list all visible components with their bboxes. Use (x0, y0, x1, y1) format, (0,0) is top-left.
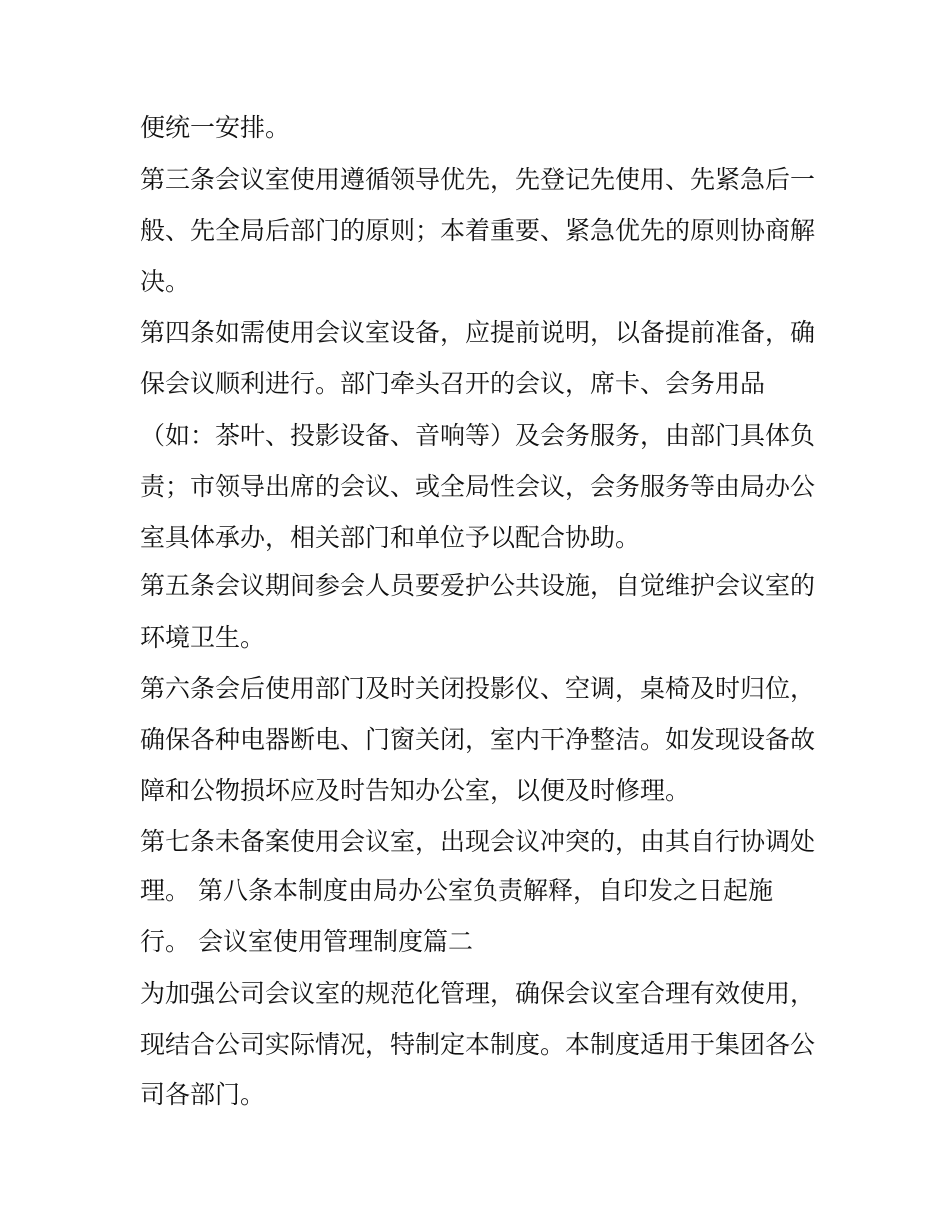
text-line: 决。 (140, 267, 191, 296)
text-line: （如：茶叶、投影设备、音响等）及会务服务，由部门具体负 (140, 421, 816, 450)
text-line: 保会议顺利进行。部门牵头召开的会议，席卡、会务用品 (140, 369, 766, 398)
text-line: 第六条会后使用部门及时关闭投影仪、空调，桌椅及时归位， (140, 674, 816, 703)
text-line: 便统一安排。 (140, 113, 291, 142)
text-line: 司各部门。 (140, 1080, 266, 1109)
text-line: 室具体承办，相关部门和单位予以配合协助。 (140, 523, 641, 552)
text-line: 责；市领导出席的会议、或全局性会议，会务服务等由局办公 (140, 472, 816, 501)
text-line: 理。 第八条本制度由局办公室负责解释，自印发之日起施 (140, 876, 773, 905)
text-line: 第四条如需使用会议室设备，应提前说明，以备提前准备，确 (140, 318, 816, 347)
text-line: 确保各种电器断电、门窗关闭，室内干净整洁。如发现设备故 (140, 725, 816, 754)
text-line: 第三条会议室使用遵循领导优先，先登记先使用、先紧急后一 (140, 165, 816, 194)
text-line: 为加强公司会议室的规范化管理，确保会议室合理有效使用， (140, 979, 816, 1008)
text-line: 障和公物损坏应及时告知办公室，以便及时修理。 (140, 776, 691, 805)
text-line: 般、先全局后部门的原则；本着重要、紧急优先的原则协商解 (140, 216, 816, 245)
text-line: 行。 会议室使用管理制度篇二 (140, 927, 473, 956)
text-line: 第五条会议期间参会人员要爱护公共设施，自觉维护会议室的 (140, 571, 816, 600)
text-line: 环境卫生。 (140, 623, 266, 652)
text-line: 第七条未备案使用会议室，出现会议冲突的，由其自行协调处 (140, 827, 816, 856)
text-line: 现结合公司实际情况，特制定本制度。本制度适用于集团各公 (140, 1030, 816, 1059)
